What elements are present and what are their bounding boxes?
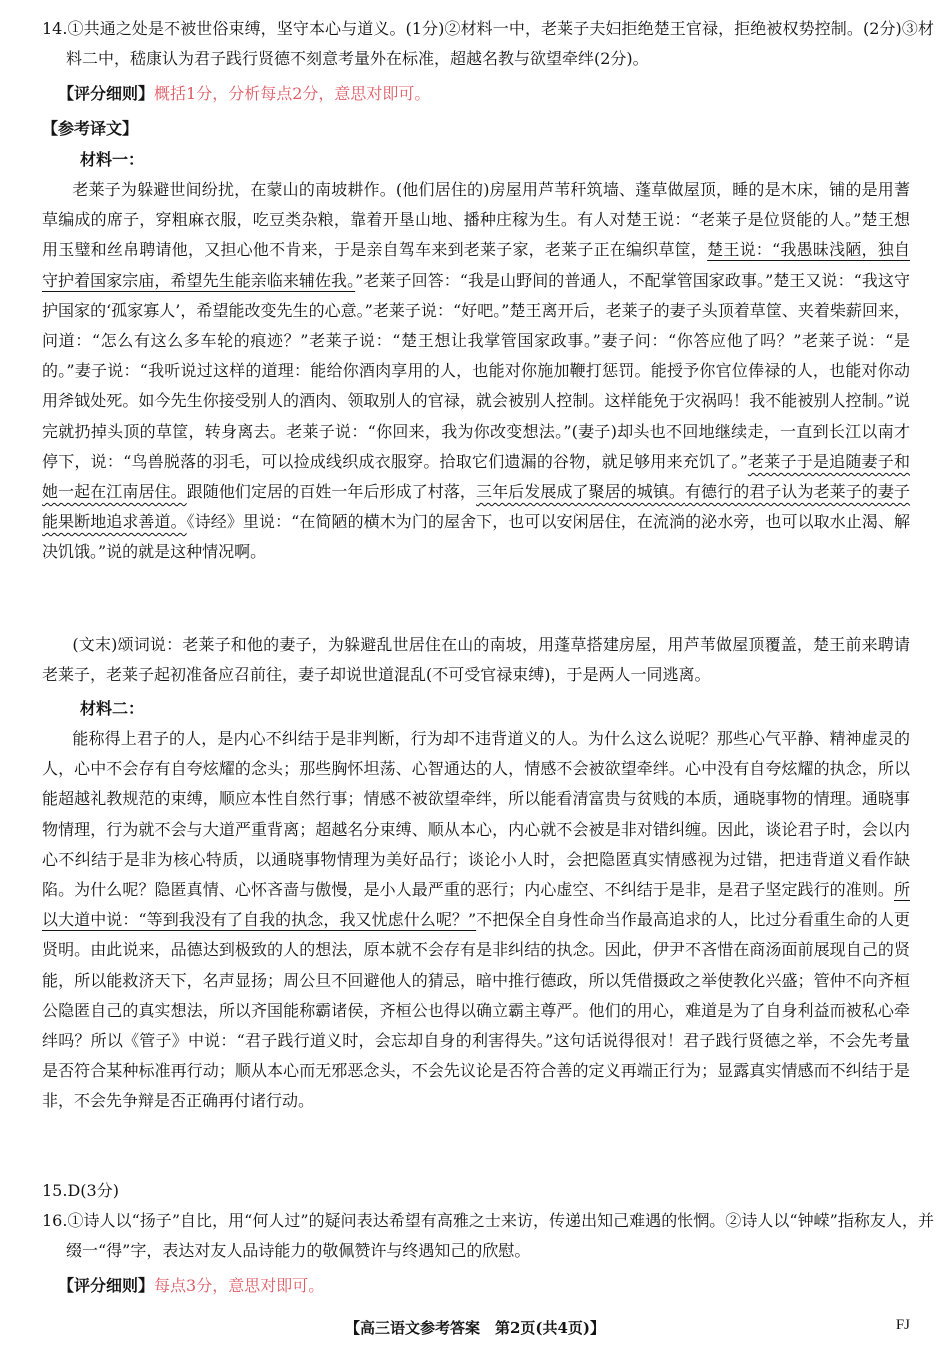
m2-underline-1: 所以大道中说：“等到我没有了自我的执念，我又忧虑什么呢？”	[42, 880, 910, 930]
q14-text: 14.①共通之处是不被世俗束缚，坚守本心与道义。(1分)②材料一中，老莱子夫妇拒绝楚王官禄，拒绝被权势控制。(2分)③材料二中，嵇康认为君子践行贤德不刻意考量外在标准，超越名教与欲望牵绊(2分)。	[42, 19, 934, 69]
m1-wavy-1: 老莱子于是追随妻子和她一起在江南居住。	[42, 451, 910, 502]
material-one-eulogy: (文末)颂词说：老莱子和他的妻子，为躲避乱世居住在山的南坡，用蓬草搭建房屋，用芦苇做屋顶覆盖，楚王前来聘请老莱子，老莱子起初准备应召前往，妻子却说世道混乱(不可受官禄束缚)，于是两人一同逃离。	[42, 635, 910, 685]
q14-answer	[42, 14, 934, 74]
m1-text-a: 老莱子为躲避世间纷扰，在蒙山的南坡耕作。(他们居住的)房屋用芦苇秆筑墙、蓬草做屋顶，睡的是木床，铺的是用蓍草编成的席子，穿粗麻衣服，吃豆类杂粮，靠着开垦山地、播种庄稼为生。有人对楚王说：“老莱子是位贤能的人。”楚王想用玉璧和丝帛聘请他，又担心他不肯来，于是亲自驾车来到老莱子家，老莱子正在编织草筐，	[42, 180, 910, 260]
m1-text-c: 跟随他们定居的百姓一年后形成了村落，	[186, 482, 477, 502]
m1-wavy-2: 三年后发展成了聚居的城镇。	[476, 482, 685, 502]
m1-underline-1: 楚王说：“我愚昧浅陋，独自守护着国家宗庙，希望先生能亲临来辅佐我。	[42, 240, 910, 290]
m2-text-a: 能称得上君子的人，是内心不纠结于是非判断，行为却不违背道义的人。为什么这么说呢？那些心气平静、精神虚灵的人，心中不会存有自夸炫耀的念头；那些胸怀坦荡、心智通达的人，情感不会被欲望牵绊。心中没有自夸炫耀的执念，所以能超越礼教规范的束缚，顺应本性自然行事；情感不被欲望牵绊，所以能看清富贵与贫贱的本质，通晓事物的情理。通晓事物情理，行为就不会与大道严重背离；超越名分束缚、顺从本心，内心就不会被是非对错纠缠。因此，谈论君子时，会以内心不纠结于是非为核心特质，以通晓事物情理为美好品行；谈论小人时，会把隐匿真实情感视为过错，把违背道义看作缺陷。为什么呢？隐匿真情、心怀吝啬与傲慢，是小人最严重的恶行；内心虚空、不纠结于是非，是君子坚定践行的准则。	[42, 729, 910, 900]
q16-rubric	[58, 1271, 910, 1301]
rubric-text: 每点3分，意思对即可。	[154, 1276, 325, 1295]
q14-rubric	[58, 79, 910, 109]
m1-text-b: ”老莱子回答：“我是山野间的普通人，不配掌管国家政事。”楚王又说：“我这守护国家的‘孤家寡人’，希望能改变先生的心意。”老莱子说：“好吧。”楚王离开后，老莱子的妻子头顶着草筐、夹着柴薪回来，问道：“怎么有这么多车轮的痕迹？”老莱子说：“楚王想让我掌管国家政事。”妻子问：“你答应他了吗？”老莱子说：“是的。”妻子说：“我听说过这样的道理：能给你酒肉享用的人，也能对你施加鞭打惩罚。能授予你官位俸禄的人，也能对你动用斧钺处死。如今先生你接受别人的酒肉、领取别人的官禄，就会被别人控制。这样能免于灾祸吗！我不能被别人控制。”说完就扔掉头顶的草筐，转身离去。老莱子说：“你回来，我为你改变想法。”(妻子)却头也不回地继续走，一直到长江以南才停下，说：“鸟兽脱落的羽毛，可以捡成线织成衣服穿。拾取它们遗漏的谷物，就足够用来充饥了。”	[42, 270, 910, 471]
page-footer: 【高三语文参考答案 第2页(共4页)】	[344, 1319, 606, 1337]
material-two-title: 材料二：	[80, 699, 145, 718]
translation-heading: 【参考译文】	[42, 119, 139, 138]
m1-wavy-3: 有德行的君子认为老莱子的妻子能果断地追求善道。	[42, 482, 910, 532]
rubric-label: 【评分细则】	[58, 84, 155, 103]
q15-answer: 15.D(3分)	[42, 1181, 119, 1200]
footer-tag: FJ	[895, 1317, 910, 1333]
q16-answer: 16.①诗人以“扬子”自比，用“何人过”的疑问表达希望有高雅之士来访，传递出知己难遇的怅惘。②诗人以“钟嵘”指称友人，并缀一“得”字，表达对友人品诗能力的敬佩赞许与终遇知己的欣慰。	[42, 1211, 934, 1261]
material-one-paragraph	[42, 175, 910, 568]
m1-text-d: 《诗经》里说：“在简陋的横木为门的屋舍下，也可以安闲居住，在流淌的泌水旁，也可以取水止渴、解决饥饿。”说的就是这种情况啊。	[42, 512, 910, 562]
material-one-title: 材料一：	[80, 150, 145, 169]
rubric-label: 【评分细则】	[58, 1276, 155, 1295]
rubric-text: 概括1分，分析每点2分，意思对即可。	[154, 84, 431, 103]
m2-text-b: 不把保全自身性命当作最高追求的人，比过分看重生命的人更贤明。由此说来，品德达到极致的人的想法，原本就不会存有是非纠结的执念。因此，伊尹不吝惜在商汤面前展现自己的贤能，所以能救济天下，名声显扬；周公旦不回避他人的猜忌，暗中推行德政，所以凭借摄政之举使教化兴盛；管仲不向齐桓公隐匿自己的真实想法，所以齐国能称霸诸侯，齐桓公也得以确立霸主尊严。他们的用心，难道是为了自身利益而被私心牵绊吗？所以《管子》中说：“君子践行道义时，会忘却自身的利害得失。”这句话说得很对！君子践行贤德之举，不会先考量是否符合某种标准再行动；顺从本心而无邪恶念头，不会先议论是否符合善的定义再端正行为；显露真实情感而不纠结于是非，不会先争辩是否正确再付诸行动。	[42, 910, 910, 1111]
material-two-paragraph	[42, 724, 910, 1117]
